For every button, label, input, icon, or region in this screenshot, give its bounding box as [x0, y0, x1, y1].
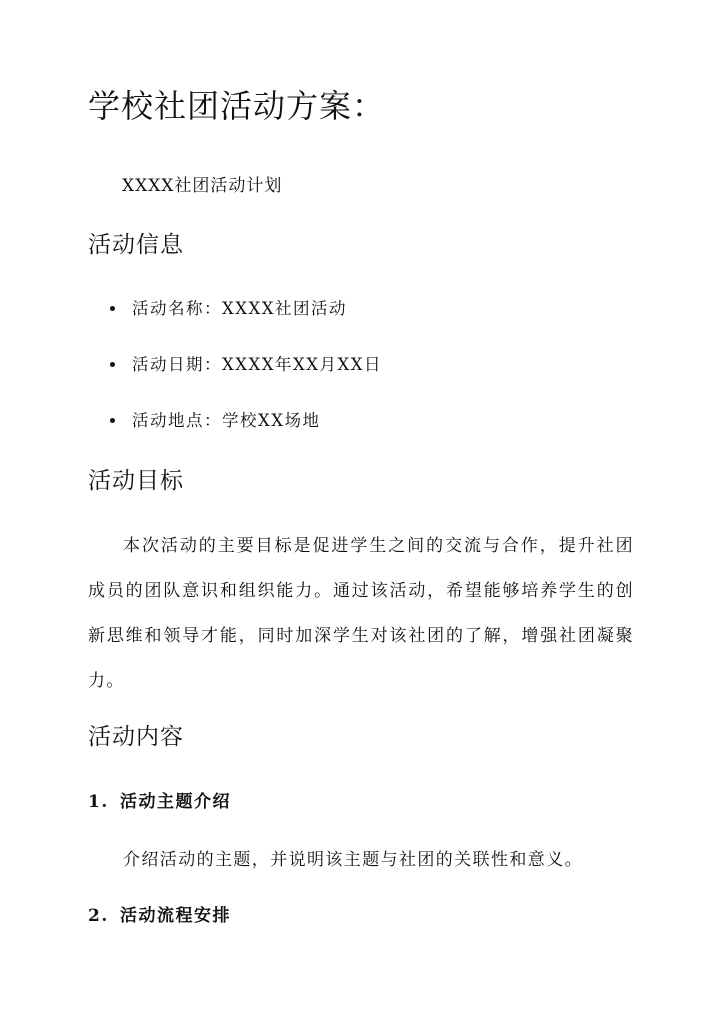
- subsection-heading-schedule: [88, 902, 231, 930]
- activity-name: 活动名称：XXXX社团活动: [132, 299, 347, 318]
- subsection-number: 1.: [88, 792, 109, 812]
- section-heading-info: 活动信息: [88, 232, 184, 258]
- subsection-heading-theme: [88, 788, 231, 816]
- section-heading-goal: 活动目标: [88, 468, 184, 494]
- bullet-icon: [110, 362, 115, 367]
- activity-date: 活动日期：XXXX年XX月XX日: [132, 355, 382, 374]
- subsection-number: 2.: [88, 906, 109, 926]
- goal-paragraph: 本次活动的主要目标是促进学生之间的交流与合作，提升社团成员的团队意识和组织能力。通过该活动，希望能够培养学生的创新思维和领导才能，同时加深学生对该社团的了解，增强社团凝聚力。: [88, 536, 634, 691]
- document-title: 学校社团活动方案：: [88, 87, 386, 125]
- bullet-icon: [110, 418, 115, 423]
- activity-location: 活动地点：学校XX场地: [132, 411, 321, 430]
- list-item: [88, 349, 382, 405]
- subsection-title: 活动流程安排: [120, 906, 231, 926]
- subsection-title: 活动主题介绍: [120, 792, 231, 812]
- bullet-icon: [110, 306, 115, 311]
- activity-info-list: [88, 293, 382, 461]
- list-item: [88, 405, 382, 461]
- theme-paragraph: 介绍活动的主题，并说明该主题与社团的关联性和意义。: [123, 850, 583, 870]
- document-subtitle: XXXX社团活动计划: [122, 176, 283, 196]
- section-heading-content: 活动内容: [88, 724, 184, 750]
- list-item: [88, 293, 382, 349]
